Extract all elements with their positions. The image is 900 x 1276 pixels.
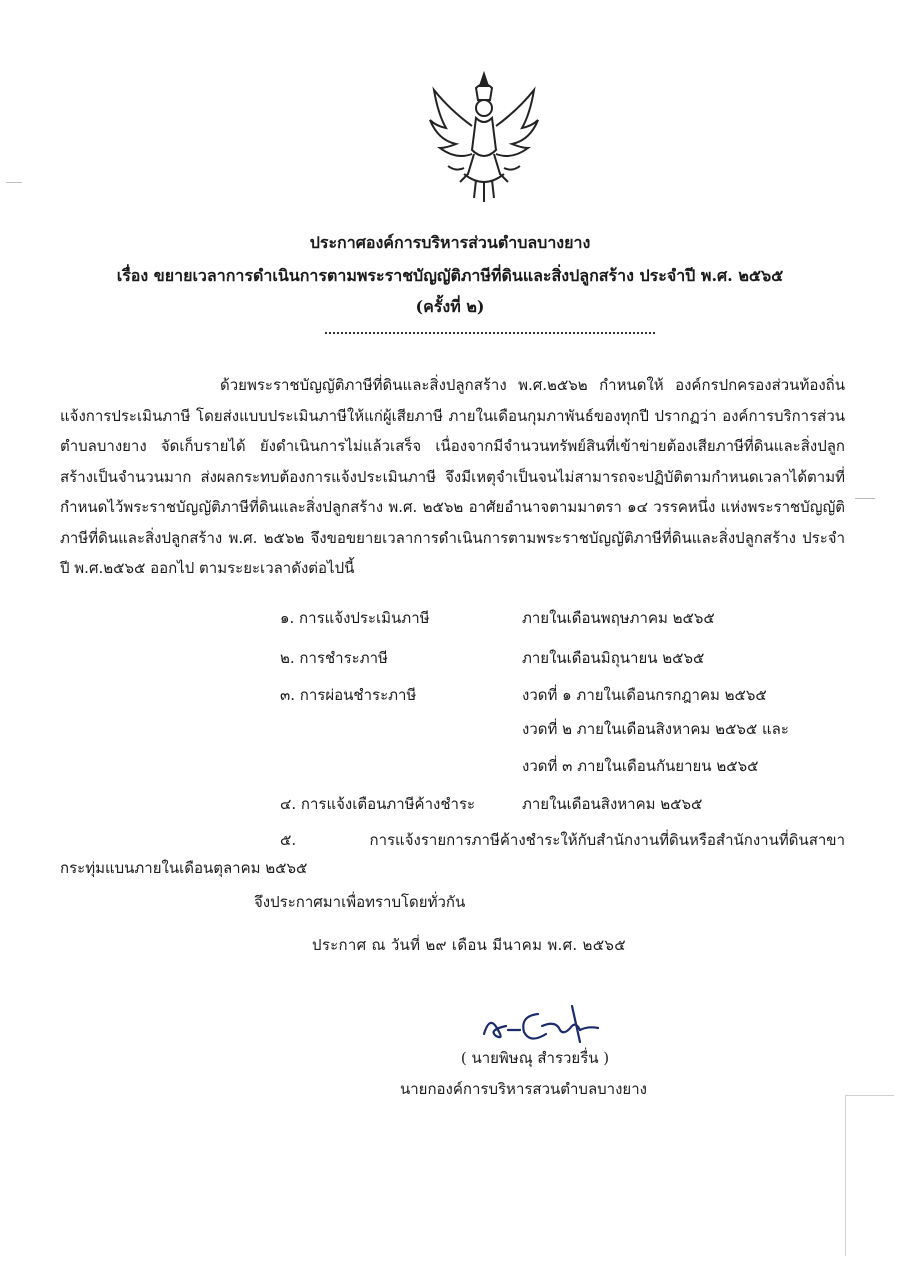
item-value: งวดที่ ๓ ภายในเดือนกันยายน ๒๕๖๕ (522, 757, 759, 775)
closing-line: จึงประกาศมาเพื่อทราบโดยทั่วกัน (254, 893, 466, 911)
scan-edge-mark (6, 182, 22, 183)
signer-name: ( นายพิษณุ สำรวยรื่น ) (460, 1049, 610, 1067)
announcement-date: ประกาศ ณ วันที่ ๒๙ เดือน มีนาคม พ.ศ. ๒๕๖๕ (312, 936, 626, 954)
item-5-paragraph: ๕. การแจ้งรายการภาษีค้างชำระให้กับสำนักงานที่ดินหรือสำนักงานที่ดินสาขากระทุ่มแบนภายในเดือนตุลาคม ๒๕๖๕ (60, 831, 845, 877)
item-label: ๑. การแจ้งประเมินภาษี (280, 609, 430, 627)
scan-edge-mark (845, 1095, 894, 1256)
handwritten-signature-icon (476, 1000, 606, 1050)
announcement-title: ประกาศองค์การบริหารส่วนตำบลบางยาง (309, 233, 591, 252)
announcement-edition: (ครั้งที่ ๒) (415, 297, 485, 316)
item-label: ๔. การแจ้งเตือนภาษีค้างชำระ (280, 795, 476, 813)
item-value: งวดที่ ๑ ภายในเดือนกรกฎาคม ๒๕๖๕ (522, 686, 767, 704)
announcement-subject: เรื่อง ขยายเวลาการดำเนินการตามพระราชบัญญัติภาษีที่ดินและสิ่งปลูกสร้าง ประจำปี พ.ศ. ๒๕๖๕ (116, 266, 784, 285)
item-label: ๒. การชำระภาษี (280, 649, 388, 667)
signer-title: นายกองค์การบริหารสวนตำบลบางยาง (400, 1080, 647, 1098)
item-value: ภายในเดือนมิถุนายน ๒๕๖๕ (522, 649, 705, 667)
body-paragraph: ด้วยพระราชบัญญัติภาษีที่ดินและสิ่งปลูกสร้าง พ.ศ.๒๕๖๒ กำหนดให้ องค์กรปกครองส่วนท้องถิ่น แจ้งการประเมินภาษี โดยส่งแบบประเมินภาษีให้แก่ผู้เสียภาษี ภายในเดือนกุมภาพันธ์ของทุกปี ปรากฏว่า องค์การบริการส่วนตำบลบางยาง จัดเก็บรายได้ ยังดำเนินการไม่แล้วเสร็จ เนื่องจากมีจำนวนทรัพย์สินที่เข้าข่ายต้องเสียภาษีที่ดินและสิ่งปลูกสร้างเป็นจำนวนมาก ส่งผลกระทบต้องการแจ้งประเมินภาษี จึงมีเหตุจำเป็นจนไม่สามารถจะปฏิบัติตามกำหนดเวลาได้ตามที่กำหนดไว้พระราชบัญญัติภาษีที่ดินและสิ่งปลูกสร้าง พ.ศ. ๒๕๖๒ อาศัยอำนาจตามมาตรา ๑๔ วรรคหนึ่ง แห่งพระราชบัญญัติภาษีที่ดินและสิ่งปลูกสร้าง พ.ศ. ๒๕๖๒ จึงขอขยายเวลาการดำเนินการตามพระราชบัญญัติภาษีที่ดินและสิ่งปลูกสร้าง ประจำปี พ.ศ.๒๕๖๕ ออกไป ตามระยะเวลาดังต่อไปนี้ (60, 376, 845, 577)
item-value: ภายในเดือนสิงหาคม ๒๕๖๕ (522, 795, 703, 813)
dotted-divider (325, 326, 655, 334)
scan-edge-mark (855, 498, 875, 499)
garuda-emblem-icon (424, 70, 544, 210)
item-value: งวดที่ ๒ ภายในเดือนสิงหาคม ๒๕๖๕ และ (522, 720, 789, 738)
item-label: ๓. การผ่อนชำระภาษี (280, 686, 417, 704)
item-value: ภายในเดือนพฤษภาคม ๒๕๖๕ (522, 609, 715, 627)
